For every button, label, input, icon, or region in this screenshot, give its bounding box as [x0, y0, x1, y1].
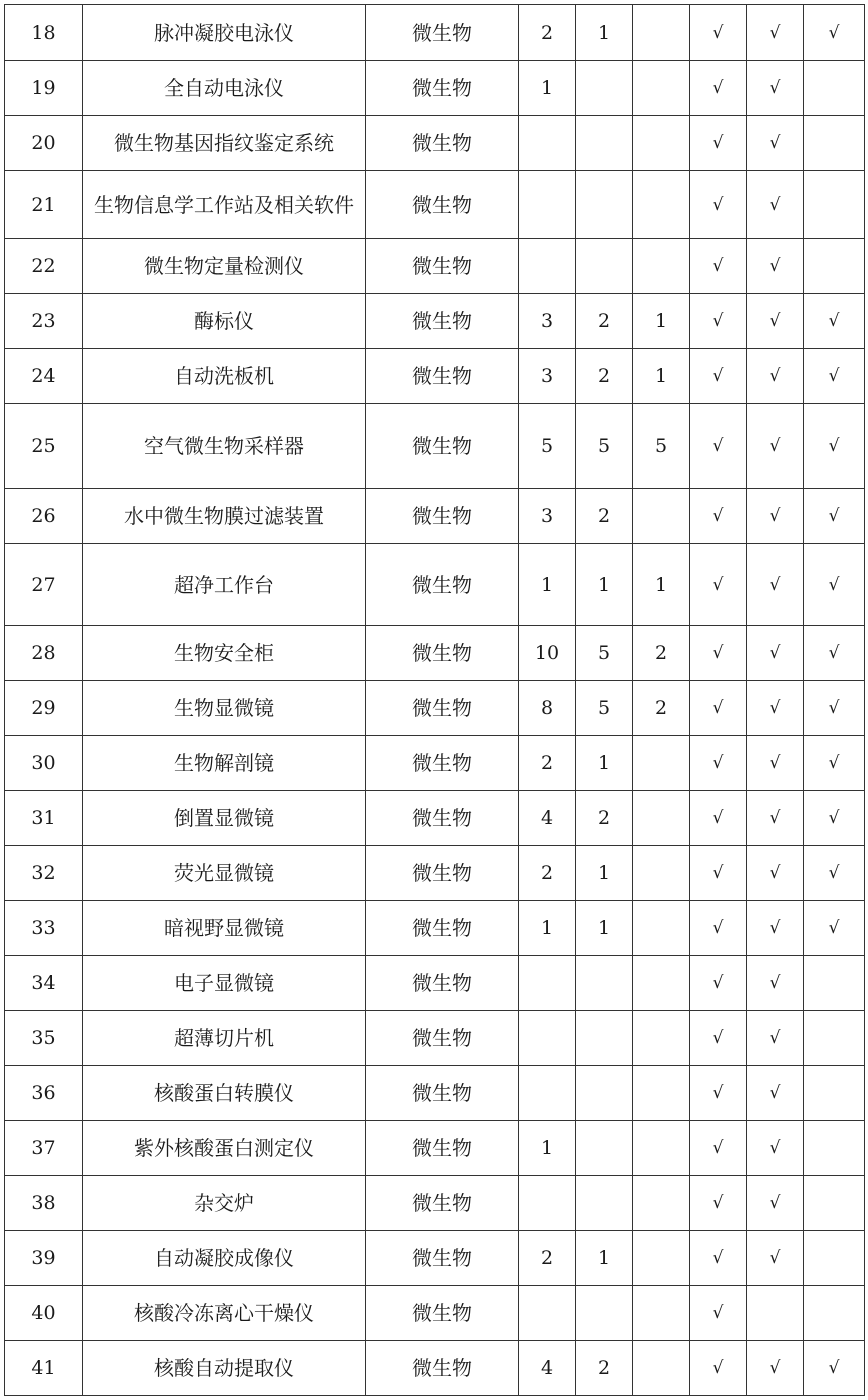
check-2-cell: √: [747, 901, 804, 956]
quantity-2-cell: [576, 1066, 633, 1121]
row-number-cell: 25: [5, 404, 83, 489]
category-cell: 微生物: [366, 489, 519, 544]
quantity-1-cell: 4: [519, 1341, 576, 1396]
equipment-name-cell: 微生物定量检测仪: [83, 239, 366, 294]
quantity-2-cell: [576, 956, 633, 1011]
table-row: [5, 5, 865, 61]
check-3-cell: [804, 1011, 865, 1066]
quantity-1-cell: 2: [519, 5, 576, 61]
equipment-name-cell: 电子显微镜: [83, 956, 366, 1011]
row-number-cell: 41: [5, 1341, 83, 1396]
row-number-cell: 38: [5, 1176, 83, 1231]
category-cell: 微生物: [366, 626, 519, 681]
check-2-cell: √: [747, 1176, 804, 1231]
quantity-2-cell: 1: [576, 5, 633, 61]
equipment-name-cell: 脉冲凝胶电泳仪: [83, 5, 366, 61]
check-1-cell: √: [690, 404, 747, 489]
category-cell: 微生物: [366, 736, 519, 791]
check-3-cell: [804, 1286, 865, 1341]
row-number-cell: 18: [5, 5, 83, 61]
equipment-name-cell: 倒置显微镜: [83, 791, 366, 846]
check-1-cell: √: [690, 5, 747, 61]
quantity-2-cell: 1: [576, 1231, 633, 1286]
category-cell: 微生物: [366, 544, 519, 626]
check-2-cell: √: [747, 404, 804, 489]
category-cell: 微生物: [366, 5, 519, 61]
equipment-name-cell: 酶标仪: [83, 294, 366, 349]
category-cell: 微生物: [366, 846, 519, 901]
quantity-2-cell: 5: [576, 404, 633, 489]
quantity-2-cell: 1: [576, 544, 633, 626]
quantity-3-cell: 1: [633, 349, 690, 404]
check-1-cell: √: [690, 956, 747, 1011]
row-number-cell: 28: [5, 626, 83, 681]
equipment-name-cell: 水中微生物膜过滤装置: [83, 489, 366, 544]
table-row: [5, 626, 865, 681]
quantity-3-cell: [633, 1066, 690, 1121]
quantity-2-cell: [576, 239, 633, 294]
table-row: [5, 404, 865, 489]
row-number-cell: 32: [5, 846, 83, 901]
check-3-cell: √: [804, 349, 865, 404]
row-number-cell: 34: [5, 956, 83, 1011]
quantity-1-cell: [519, 239, 576, 294]
check-3-cell: [804, 1231, 865, 1286]
quantity-3-cell: [633, 5, 690, 61]
quantity-3-cell: [633, 171, 690, 239]
row-number-cell: 35: [5, 1011, 83, 1066]
check-3-cell: √: [804, 681, 865, 736]
check-1-cell: √: [690, 791, 747, 846]
equipment-name-cell: 生物显微镜: [83, 681, 366, 736]
check-1-cell: √: [690, 901, 747, 956]
check-1-cell: √: [690, 171, 747, 239]
table-row: [5, 681, 865, 736]
equipment-name-cell: 超薄切片机: [83, 1011, 366, 1066]
check-3-cell: [804, 171, 865, 239]
check-3-cell: √: [804, 404, 865, 489]
check-2-cell: √: [747, 544, 804, 626]
check-2-cell: √: [747, 61, 804, 116]
category-cell: 微生物: [366, 1231, 519, 1286]
quantity-3-cell: 2: [633, 681, 690, 736]
check-3-cell: √: [804, 489, 865, 544]
category-cell: 微生物: [366, 681, 519, 736]
table-row: [5, 61, 865, 116]
check-3-cell: √: [804, 5, 865, 61]
check-2-cell: √: [747, 1341, 804, 1396]
check-1-cell: √: [690, 544, 747, 626]
row-number-cell: 27: [5, 544, 83, 626]
category-cell: 微生物: [366, 171, 519, 239]
category-cell: 微生物: [366, 1121, 519, 1176]
equipment-name-cell: 核酸自动提取仪: [83, 1341, 366, 1396]
check-2-cell: √: [747, 294, 804, 349]
check-3-cell: √: [804, 544, 865, 626]
quantity-3-cell: [633, 1121, 690, 1176]
quantity-1-cell: 1: [519, 544, 576, 626]
quantity-2-cell: [576, 171, 633, 239]
check-2-cell: √: [747, 1231, 804, 1286]
quantity-3-cell: [633, 116, 690, 171]
equipment-table: [4, 4, 865, 1396]
check-2-cell: √: [747, 1011, 804, 1066]
quantity-1-cell: 2: [519, 736, 576, 791]
category-cell: 微生物: [366, 1011, 519, 1066]
quantity-2-cell: 5: [576, 626, 633, 681]
check-3-cell: √: [804, 1341, 865, 1396]
check-1-cell: √: [690, 1341, 747, 1396]
table-row: [5, 1011, 865, 1066]
check-1-cell: √: [690, 1231, 747, 1286]
quantity-1-cell: 10: [519, 626, 576, 681]
equipment-name-cell: 暗视野显微镜: [83, 901, 366, 956]
quantity-2-cell: 2: [576, 791, 633, 846]
check-1-cell: √: [690, 736, 747, 791]
check-2-cell: √: [747, 681, 804, 736]
row-number-cell: 23: [5, 294, 83, 349]
row-number-cell: 40: [5, 1286, 83, 1341]
equipment-name-cell: 全自动电泳仪: [83, 61, 366, 116]
quantity-3-cell: [633, 901, 690, 956]
quantity-2-cell: [576, 116, 633, 171]
category-cell: 微生物: [366, 791, 519, 846]
quantity-1-cell: [519, 956, 576, 1011]
category-cell: 微生物: [366, 61, 519, 116]
check-2-cell: √: [747, 1066, 804, 1121]
check-2-cell: √: [747, 956, 804, 1011]
check-3-cell: √: [804, 846, 865, 901]
quantity-2-cell: [576, 1011, 633, 1066]
check-2-cell: √: [747, 489, 804, 544]
row-number-cell: 37: [5, 1121, 83, 1176]
check-3-cell: [804, 1121, 865, 1176]
quantity-1-cell: [519, 116, 576, 171]
quantity-2-cell: 1: [576, 846, 633, 901]
table-row: [5, 1341, 865, 1396]
category-cell: 微生物: [366, 1066, 519, 1121]
check-3-cell: √: [804, 791, 865, 846]
check-1-cell: √: [690, 349, 747, 404]
category-cell: 微生物: [366, 901, 519, 956]
quantity-3-cell: [633, 489, 690, 544]
check-1-cell: √: [690, 1286, 747, 1341]
quantity-2-cell: 2: [576, 489, 633, 544]
quantity-3-cell: [633, 61, 690, 116]
check-3-cell: √: [804, 626, 865, 681]
equipment-name-cell: 紫外核酸蛋白测定仪: [83, 1121, 366, 1176]
quantity-2-cell: 2: [576, 1341, 633, 1396]
row-number-cell: 21: [5, 171, 83, 239]
row-number-cell: 36: [5, 1066, 83, 1121]
table-row: [5, 901, 865, 956]
quantity-1-cell: 2: [519, 1231, 576, 1286]
quantity-3-cell: [633, 239, 690, 294]
quantity-2-cell: [576, 1121, 633, 1176]
quantity-3-cell: 1: [633, 294, 690, 349]
table-row: [5, 1176, 865, 1231]
equipment-name-cell: 空气微生物采样器: [83, 404, 366, 489]
equipment-name-cell: 生物安全柜: [83, 626, 366, 681]
check-3-cell: [804, 239, 865, 294]
row-number-cell: 33: [5, 901, 83, 956]
quantity-3-cell: [633, 736, 690, 791]
equipment-name-cell: 超净工作台: [83, 544, 366, 626]
table-row: [5, 544, 865, 626]
equipment-name-cell: 核酸冷冻离心干燥仪: [83, 1286, 366, 1341]
equipment-name-cell: 杂交炉: [83, 1176, 366, 1231]
table-row: [5, 956, 865, 1011]
quantity-2-cell: 1: [576, 736, 633, 791]
row-number-cell: 31: [5, 791, 83, 846]
check-3-cell: [804, 1176, 865, 1231]
category-cell: 微生物: [366, 294, 519, 349]
quantity-2-cell: 5: [576, 681, 633, 736]
check-2-cell: [747, 1286, 804, 1341]
check-2-cell: √: [747, 846, 804, 901]
category-cell: 微生物: [366, 1341, 519, 1396]
quantity-1-cell: 1: [519, 1121, 576, 1176]
check-1-cell: √: [690, 239, 747, 294]
equipment-name-cell: 自动洗板机: [83, 349, 366, 404]
row-number-cell: 20: [5, 116, 83, 171]
check-1-cell: √: [690, 1066, 747, 1121]
quantity-2-cell: 1: [576, 901, 633, 956]
quantity-1-cell: 3: [519, 294, 576, 349]
quantity-3-cell: [633, 1176, 690, 1231]
check-2-cell: √: [747, 791, 804, 846]
check-1-cell: √: [690, 1011, 747, 1066]
quantity-1-cell: 5: [519, 404, 576, 489]
category-cell: 微生物: [366, 1286, 519, 1341]
quantity-3-cell: [633, 956, 690, 1011]
quantity-3-cell: [633, 1341, 690, 1396]
check-2-cell: √: [747, 116, 804, 171]
check-1-cell: √: [690, 489, 747, 544]
quantity-3-cell: 1: [633, 544, 690, 626]
equipment-name-cell: 微生物基因指纹鉴定系统: [83, 116, 366, 171]
equipment-name-cell: 核酸蛋白转膜仪: [83, 1066, 366, 1121]
check-3-cell: [804, 61, 865, 116]
row-number-cell: 26: [5, 489, 83, 544]
table-row: [5, 239, 865, 294]
quantity-1-cell: 4: [519, 791, 576, 846]
check-1-cell: √: [690, 681, 747, 736]
table-row: [5, 1231, 865, 1286]
quantity-1-cell: 3: [519, 489, 576, 544]
quantity-1-cell: [519, 1066, 576, 1121]
check-1-cell: √: [690, 294, 747, 349]
category-cell: 微生物: [366, 404, 519, 489]
row-number-cell: 30: [5, 736, 83, 791]
category-cell: 微生物: [366, 239, 519, 294]
category-cell: 微生物: [366, 956, 519, 1011]
check-1-cell: √: [690, 61, 747, 116]
category-cell: 微生物: [366, 1176, 519, 1231]
check-1-cell: √: [690, 1121, 747, 1176]
quantity-1-cell: [519, 1011, 576, 1066]
table-row: [5, 489, 865, 544]
quantity-1-cell: 2: [519, 846, 576, 901]
check-1-cell: √: [690, 626, 747, 681]
row-number-cell: 24: [5, 349, 83, 404]
check-2-cell: √: [747, 239, 804, 294]
quantity-3-cell: [633, 1231, 690, 1286]
quantity-1-cell: [519, 1286, 576, 1341]
check-3-cell: [804, 116, 865, 171]
quantity-2-cell: 2: [576, 294, 633, 349]
table-row: [5, 171, 865, 239]
category-cell: 微生物: [366, 349, 519, 404]
quantity-1-cell: 1: [519, 61, 576, 116]
row-number-cell: 39: [5, 1231, 83, 1286]
quantity-2-cell: 2: [576, 349, 633, 404]
row-number-cell: 29: [5, 681, 83, 736]
quantity-3-cell: 5: [633, 404, 690, 489]
quantity-3-cell: [633, 846, 690, 901]
check-3-cell: √: [804, 901, 865, 956]
quantity-3-cell: [633, 791, 690, 846]
check-2-cell: √: [747, 171, 804, 239]
quantity-1-cell: [519, 1176, 576, 1231]
check-1-cell: √: [690, 846, 747, 901]
quantity-3-cell: [633, 1011, 690, 1066]
quantity-3-cell: [633, 1286, 690, 1341]
quantity-2-cell: [576, 61, 633, 116]
table-row: [5, 1286, 865, 1341]
table-row: [5, 846, 865, 901]
quantity-3-cell: 2: [633, 626, 690, 681]
table-row: [5, 736, 865, 791]
check-2-cell: √: [747, 1121, 804, 1176]
quantity-1-cell: 3: [519, 349, 576, 404]
table-row: [5, 1121, 865, 1176]
check-2-cell: √: [747, 736, 804, 791]
row-number-cell: 19: [5, 61, 83, 116]
quantity-1-cell: 1: [519, 901, 576, 956]
table-row: [5, 116, 865, 171]
check-1-cell: √: [690, 116, 747, 171]
row-number-cell: 22: [5, 239, 83, 294]
check-1-cell: √: [690, 1176, 747, 1231]
check-3-cell: √: [804, 736, 865, 791]
table-row: [5, 294, 865, 349]
check-3-cell: √: [804, 294, 865, 349]
check-3-cell: [804, 956, 865, 1011]
check-3-cell: [804, 1066, 865, 1121]
category-cell: 微生物: [366, 116, 519, 171]
quantity-2-cell: [576, 1176, 633, 1231]
quantity-2-cell: [576, 1286, 633, 1341]
check-2-cell: √: [747, 5, 804, 61]
check-2-cell: √: [747, 349, 804, 404]
table-row: [5, 349, 865, 404]
quantity-1-cell: [519, 171, 576, 239]
equipment-name-cell: 自动凝胶成像仪: [83, 1231, 366, 1286]
equipment-name-cell: 荧光显微镜: [83, 846, 366, 901]
equipment-name-cell: 生物解剖镜: [83, 736, 366, 791]
check-2-cell: √: [747, 626, 804, 681]
table-row: [5, 791, 865, 846]
equipment-name-cell: 生物信息学工作站及相关软件: [83, 171, 366, 239]
table-row: [5, 1066, 865, 1121]
quantity-1-cell: 8: [519, 681, 576, 736]
